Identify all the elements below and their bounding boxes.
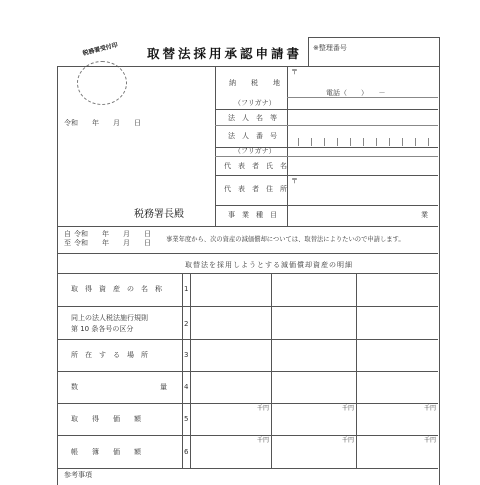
office-serial-box (308, 37, 440, 67)
furigana-label: （フリガナ） (234, 99, 276, 107)
form-title: 取替法採用承認申請書 (147, 46, 303, 61)
period-to-date[interactable]: 令和 年 月 日 (74, 239, 151, 247)
phone-label: 電話（ ） － (326, 89, 386, 97)
application-date[interactable]: 令和 年 月 日 (64, 119, 141, 127)
office-serial-label: ※整理番号 (313, 44, 347, 52)
asset-row-5-unit-3: 千円 (424, 405, 437, 412)
period-to-label: 至 (64, 239, 71, 247)
corporation-number-label: 法 人 番 号 (228, 132, 277, 140)
asset-section-title: 取替法を採用しようとする減価償却資産の明細 (185, 261, 353, 269)
representative-furigana-label: （フリガナ） (234, 147, 276, 155)
notes-label: 参考事項 (64, 471, 92, 479)
representative-address-label: 代 表 者 住 所 (224, 185, 287, 193)
asset-row-2-label-line2: 第 10 条各号の区分 (71, 325, 134, 333)
asset-row-1-num: 1 (184, 285, 189, 293)
asset-row-3-num: 3 (184, 351, 189, 359)
receipt-stamp-label: 税務署受付印 (81, 41, 119, 58)
postal-mark: 〒 (291, 68, 298, 76)
period-statement: 事業年度から、次の資産の減価償却については、取替法によりたいので申請します。 (166, 236, 405, 243)
tax-office-addressee: 税務署長殿 (134, 209, 184, 220)
representative-name-label: 代 表 者 氏 名 (224, 162, 287, 170)
asset-row-4-label-left: 数 (71, 383, 78, 391)
asset-row-6-unit-3: 千円 (424, 437, 437, 444)
asset-row-5-label: 取 得 価 額 (71, 415, 141, 423)
asset-row-5-num: 5 (184, 415, 189, 423)
representative-postal-mark: 〒 (291, 177, 298, 185)
asset-row-1-label: 取 得 資 産 の 名 称 (71, 285, 162, 293)
asset-row-3-label: 所 在 す る 場 所 (71, 351, 148, 359)
asset-row-6-unit-1: 千円 (257, 437, 270, 444)
period-from-label: 自 (64, 230, 71, 238)
asset-row-4-label-right: 量 (160, 383, 167, 391)
business-type-label: 事 業 種 目 (228, 211, 277, 219)
period-from-date[interactable]: 令和 年 月 日 (74, 230, 151, 238)
asset-row-2-label-line1: 同上の法人税法施行規則 (71, 314, 148, 322)
business-type-suffix: 業 (421, 211, 428, 219)
corporation-name-label: 法 人 名 等 (228, 114, 277, 122)
asset-row-6-label: 帳 簿 価 額 (71, 448, 141, 456)
asset-row-6-unit-2: 千円 (342, 437, 355, 444)
tax-location-label: 納 税 地 (229, 79, 284, 87)
asset-row-5-unit-1: 千円 (257, 405, 270, 412)
asset-row-6-num: 6 (184, 448, 189, 456)
asset-row-5-unit-2: 千円 (342, 405, 355, 412)
asset-row-4-num: 4 (184, 383, 189, 391)
asset-row-2-num: 2 (184, 320, 189, 328)
